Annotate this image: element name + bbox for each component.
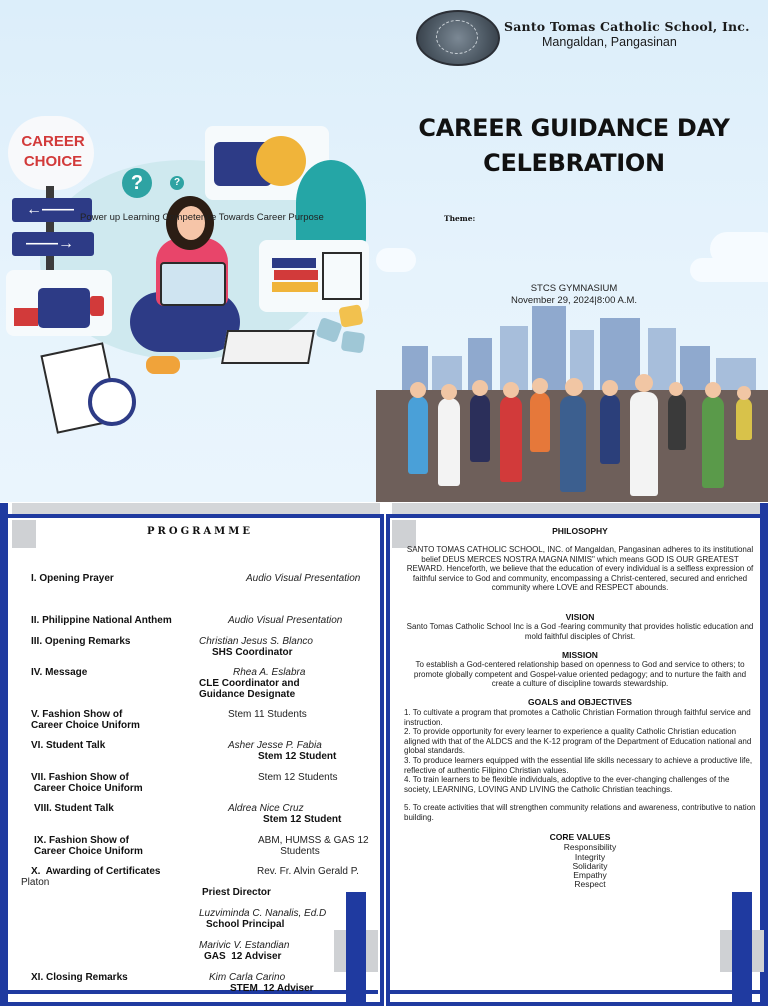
plant-icon xyxy=(296,160,366,246)
bookshelf-icon xyxy=(322,252,362,300)
vision-heading: VISION xyxy=(565,612,595,622)
goal-item: 2. To provide opportunity for every learner to experience a quality Catholic Christian education aligned with that of the ALDCS and the K-12 program of the Department of Education national and global standards. xyxy=(404,727,752,756)
question-mark-small-icon: ? xyxy=(170,176,184,190)
programme-item-responsible: Kim Carla Carino xyxy=(209,972,286,983)
programme-item-role: GAS 12 Adviser xyxy=(204,951,282,962)
calculator-icon xyxy=(38,288,90,328)
programme-item-role: CLE Coordinator and Guidance Designate xyxy=(199,678,300,700)
person-head xyxy=(669,382,683,396)
person-head xyxy=(532,378,548,394)
event-venue: STCS GYMNASIUM xyxy=(530,283,618,294)
programme-item-responsible: ABM, HUMSS & GAS 12 Students xyxy=(258,835,369,857)
person-head xyxy=(705,382,721,398)
frame-accent xyxy=(4,990,378,994)
right-arrow-icon: ——→ xyxy=(26,235,74,252)
programme-item-label: VIII. Student Talk xyxy=(34,803,114,814)
programme-item-responsible: Marivic V. Estandian xyxy=(199,940,290,951)
person-head xyxy=(635,374,653,392)
goal-item: 1. To cultivate a program that promotes a Catholic Christian Formation through faithful service and instruction. xyxy=(404,708,751,727)
theme-label: Theme: xyxy=(444,214,476,223)
programme-item-role: Stem 12 Student xyxy=(258,751,337,762)
programme-item-responsible: Christian Jesus S. Blanco xyxy=(199,636,313,647)
programme-item-label: VI. Student Talk xyxy=(31,740,106,751)
programme-item-role: Priest Director xyxy=(202,887,271,898)
programme-item-role: School Principal xyxy=(206,919,285,930)
chef-figure xyxy=(438,398,460,486)
frame-accent xyxy=(386,990,760,994)
person-head xyxy=(503,382,519,398)
person-head xyxy=(472,380,488,396)
programme-title: PROGRAMME xyxy=(147,526,253,537)
frame-accent xyxy=(346,892,366,1006)
cloud xyxy=(376,248,416,272)
programme-item-responsible: Asher Jesse P. Fabia xyxy=(228,740,322,751)
school-name: Santo Tomas Catholic School, Inc. xyxy=(504,19,750,34)
coins-icon xyxy=(256,136,306,186)
police-figure xyxy=(470,394,490,462)
book-icon xyxy=(272,282,318,292)
programme-item-responsible-cont: Platon xyxy=(21,877,50,888)
worker-figure xyxy=(530,392,550,452)
event-title-line2: CELEBRATION xyxy=(483,149,665,177)
programme-item-label: VII. Fashion Show of Career Choice Uniform xyxy=(31,772,143,794)
core-value-item: Empathy xyxy=(573,870,607,880)
attendant-figure xyxy=(500,396,522,482)
mission-text: To establish a God-centered relationship based on openness to God and service to others; to promote globally competent and Gospel-value oriented pedagogy; and to nurture the faith and create a culture of discipline towards stewardship. xyxy=(413,660,747,689)
person-head xyxy=(737,386,751,400)
event-title-line1: CAREER GUIDANCE DAY xyxy=(418,114,730,142)
programme-item-role: SHS Coordinator xyxy=(212,647,293,658)
person-head xyxy=(410,382,426,398)
person-figure xyxy=(702,396,724,488)
question-mark-icon: ? xyxy=(122,168,152,198)
person-head xyxy=(441,384,457,400)
mission-heading: MISSION xyxy=(562,650,598,660)
school-seal-ring xyxy=(436,20,478,54)
puzzle-piece-icon xyxy=(338,304,363,328)
core-value-item: Solidarity xyxy=(572,861,608,871)
doctor-figure xyxy=(630,392,658,496)
programme-item-label: II. Philippine National Anthem xyxy=(31,615,172,626)
programme-item-responsible: Rhea A. Eslabra xyxy=(233,667,306,678)
goal-item: 5. To create activities that will strengthen community relations and awareness, contributive to nation building. xyxy=(404,803,756,822)
cloud xyxy=(710,232,768,266)
programme-item-label: IV. Message xyxy=(31,667,88,678)
programme-item-label: V. Fashion Show of Career Choice Uniform xyxy=(31,709,140,731)
person-head xyxy=(565,378,583,396)
programme-item-label: X. Awarding of Certificates xyxy=(31,866,161,877)
shoe-icon xyxy=(146,356,180,374)
pilot-figure xyxy=(600,394,620,464)
core-value-item: Integrity xyxy=(574,852,606,862)
programme-item-responsible: Stem 11 Students xyxy=(228,709,307,720)
laptop-icon xyxy=(160,262,226,306)
programme-item-label: III. Opening Remarks xyxy=(31,636,131,647)
vision-text: Santo Tomas Catholic School Inc is a God -fearing community that provides holistic education and mold faithful disciples of Christ. xyxy=(406,622,754,641)
left-arrow-icon: ←—— xyxy=(26,201,74,218)
core-values-heading: CORE VALUES xyxy=(549,832,611,842)
programme-item-responsible: Stem 12 Students xyxy=(258,772,338,783)
goal-item: 3. To produce learners equipped with the essential life skills necessary to achieve a productive life, reflective of authentic Filipino Christian values. xyxy=(404,756,753,775)
programme-item-responsible: Luzviminda C. Nanalis, Ed.D xyxy=(199,908,327,919)
book-icon xyxy=(272,258,316,268)
programme-item-label: I. Opening Prayer xyxy=(31,573,114,584)
goal-item: 4. To train learners to be flexible individuals, adoptive to the ever-changing challenges of the society, LEARNING, LOVING AND LIVING the Catholic Christian teachings. xyxy=(404,775,730,794)
person-head xyxy=(602,380,618,396)
book-stack-icon xyxy=(14,308,38,326)
programme-item-responsible: Rev. Fr. Alvin Gerald P. xyxy=(257,866,359,877)
school-location: Mangaldan, Pangasinan xyxy=(542,35,677,49)
core-value-item: Responsibility xyxy=(563,842,617,852)
person-figure xyxy=(408,396,428,474)
philosophy-text: SANTO TOMAS CATHOLIC SCHOOL, INC. of Mangaldan, Pangasinan adheres to its institutional belief DEUS MERCES NOSTRA MAGNA NIMIS" which means GOD IS OUR GREATEST REWARD. Henceforth, we believe that the education of every individual is a selfless expression of faithful service to God and community, encompassing a Christ-centered, secured and enriched community where LOVE and RESPECT abounds. xyxy=(406,545,754,593)
open-book-icon xyxy=(221,330,315,364)
programme-item-label: XI. Closing Remarks xyxy=(31,972,128,983)
puzzle-piece-icon xyxy=(315,317,343,343)
programme-item-role: Stem 12 Student xyxy=(263,814,342,825)
puzzle-piece-icon xyxy=(341,331,366,354)
event-date: November 29, 2024|8:00 A.M. xyxy=(510,295,638,306)
programme-item-label: IX. Fashion Show of Career Choice Uniform xyxy=(34,835,143,857)
programme-item-role: STEM 12 Adviser xyxy=(230,983,314,994)
programme-item-responsible: Aldrea Nice Cruz xyxy=(228,803,304,814)
core-value-item: Respect xyxy=(574,879,606,889)
book-icon xyxy=(274,270,318,280)
programme-item-responsible: Audio Visual Presentation xyxy=(228,615,343,626)
engineer-figure xyxy=(560,396,586,492)
person-figure xyxy=(668,394,686,450)
goals-heading: GOALS and OBJECTIVES xyxy=(528,697,632,707)
philosophy-heading: PHILOSOPHY xyxy=(552,526,608,536)
theme-text: Power up Learning Competence Towards Career Purpose xyxy=(80,212,324,223)
person-figure xyxy=(736,398,752,440)
pencil-cup-icon xyxy=(90,296,104,316)
programme-item-responsible: Audio Visual Presentation xyxy=(246,573,361,584)
career-choice-label: CAREER CHOICE xyxy=(21,133,85,170)
cover-section xyxy=(0,0,768,502)
clock-icon xyxy=(88,378,136,426)
frame-accent xyxy=(732,892,752,1006)
